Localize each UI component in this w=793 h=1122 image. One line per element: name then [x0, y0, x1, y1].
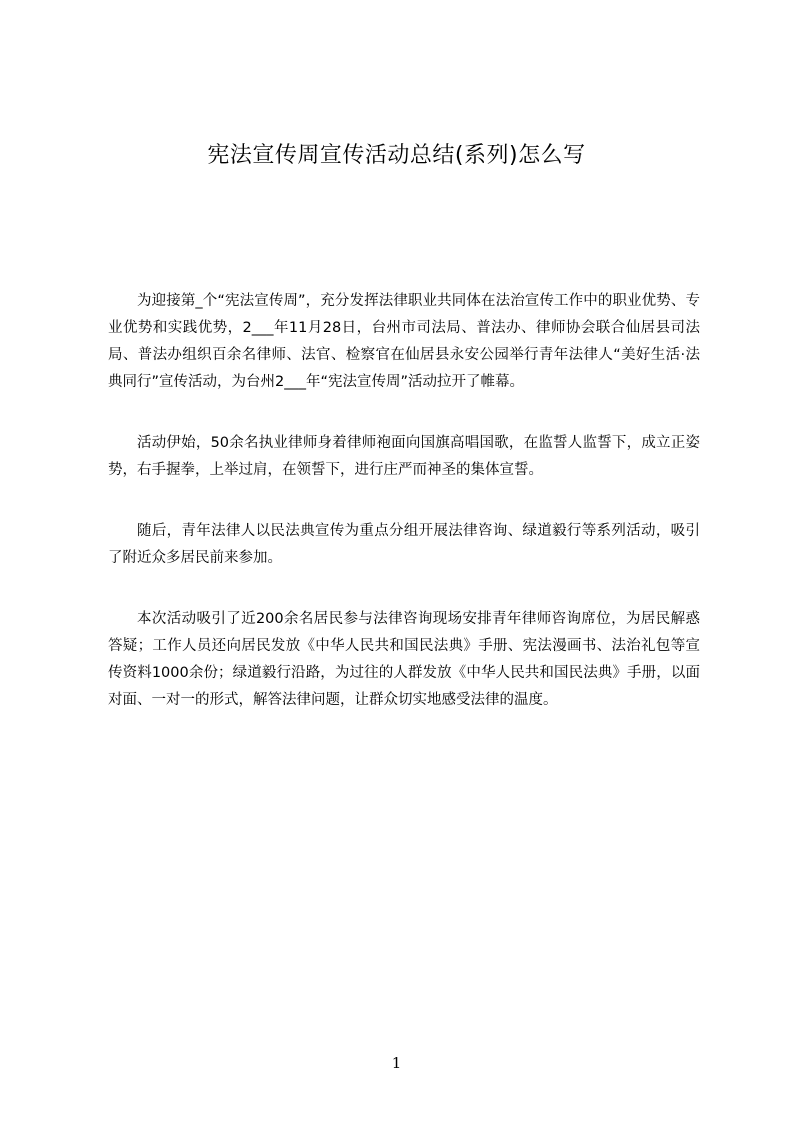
paragraph-activities: 随后，青年法律人以民法典宣传为重点分组开展法律咨询、绿道毅行等系列活动，吸引了附近众多居民前来参加。 — [108, 523, 700, 566]
paragraph-intro: 为迎接第_个“宪法宣传周”，充分发挥法律职业共同体在法治宣传工作中的职业优势、专业优势和实践优势，2___年11月28日，台州市司法局、普法办、律师协会联合仙居县司法局、普法办组织百余名律师、法官、检察官在仙居县永安公园举行青年法律人“美好生活·法典同行”宣传活动，为台州2___年“宪法宣传周”活动拉开了帷幕。 — [108, 293, 700, 390]
document-title: 宪法宣传周宣传活动总结(系列)怎么写 — [207, 143, 586, 168]
paragraph-results: 本次活动吸引了近200余名居民参与法律咨询现场安排青年律师咨询席位，为居民解惑答疑；工作人员还向居民发放《中华人民共和国民法典》手册、宪法漫画书、法治礼包等宣传资料1000余份；绿道毅行沿路，为过往的人群发放《中华人民共和国民法典》手册，以面对面、一对一的形式，解答法律问题，让群众切实地感受法律的温度。 — [108, 611, 700, 708]
paragraph-oath: 活动伊始，50余名执业律师身着律师袍面向国旗高唱国歌，在监誓人监誓下，成立正姿势，右手握拳，上举过肩，在领誓下，进行庄严而神圣的集体宣誓。 — [108, 435, 700, 478]
page-number: 1 — [391, 1054, 402, 1072]
document-body — [108, 288, 700, 748]
